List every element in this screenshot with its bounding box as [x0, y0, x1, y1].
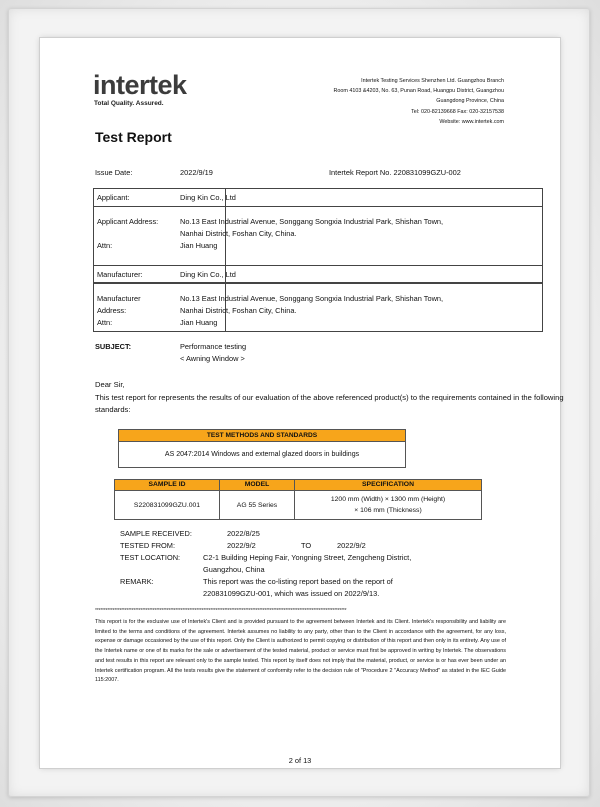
- location-label: TEST LOCATION:: [120, 553, 181, 562]
- manufacturer-value: Ding Kin Co., Ltd: [180, 270, 236, 279]
- issue-date-value: 2022/9/19: [180, 168, 213, 177]
- company-line: Website: www.intertek.com: [439, 118, 504, 125]
- tested-label: TESTED FROM:: [120, 541, 176, 550]
- remark-line: This report was the co-listing report based on the report of: [203, 577, 393, 586]
- company-line: Guangdong Province, China: [436, 98, 504, 105]
- column-header: SAMPLE ID: [115, 480, 220, 491]
- sample-table: [114, 479, 482, 520]
- attn-value: Jian Huang: [180, 241, 218, 250]
- report-number: Intertek Report No. 220831099GZU-002: [329, 168, 461, 177]
- company-line: Room 4103 &4203, No. 63, Punan Road, Huangpu District, Guangzhou: [333, 88, 504, 95]
- page-number: 2 of 13: [288, 756, 312, 765]
- company-address-block: [333, 76, 504, 127]
- sample-specification: [295, 491, 482, 520]
- received-value: 2022/8/25: [227, 529, 260, 538]
- table-header-row: [115, 480, 482, 491]
- spec-line: × 106 mm (Thickness): [354, 507, 422, 514]
- tested-from: 2022/9/2: [227, 541, 256, 550]
- test-standard: AS 2047:2014 Windows and external glazed doors in buildings: [164, 451, 360, 458]
- sample-id: S220831099GZU.001: [115, 491, 220, 520]
- remark-label: REMARK:: [120, 577, 154, 586]
- tested-to: 2022/9/2: [337, 541, 366, 550]
- intro-paragraph: This test report for represents the results of our evaluation of the above referenced product(s) to the requirements contained in the following standards:: [95, 393, 564, 414]
- divider: [94, 283, 542, 284]
- disclaimer-paragraph: This report is for the exclusive use of Intertek's Client and is provided pursuant to the agreement between Intertek and its Client. Intertek's responsibility and liability are limited to the terms and conditions of the agreement. Intertek assumes no liability to any party, other than to the Client in accordance with the agreement, for any loss, expense or damage occasioned by the use of this report. Only the Client is authorized to permit copying or distribution of this report and then only in its entirety. Any use of the Intertek name or one of its marks for the sale or advertisement of the tested material, product or service must first be approved in writing by Intertek. The observations and test results in this report are relevant only to the sample tested. This report by itself does not imply that the material, product, or service is or has ever been under an Intertek certification program. All the tests results give the statement of conformity refer to the decision rule of "Procedure 2 "Accuracy Method" as stated in the IEC Guide 115:2007.: [95, 619, 506, 684]
- attn-label: Attn:: [97, 241, 113, 250]
- remark-line: 220831099GZU-001, which was issued on 2022/9/13.: [203, 589, 380, 598]
- separator-line: ************************************************************************************************************************************************: [95, 608, 347, 614]
- logo-tagline: Total Quality. Assured.: [94, 100, 164, 107]
- applicant-address-line: Nanhai District, Foshan City, China.: [180, 229, 297, 238]
- manufacturer-address-label: Address:: [97, 306, 127, 315]
- test-methods-table: [118, 429, 406, 468]
- sample-model: AG 55 Series: [220, 491, 295, 520]
- location-line: Guangzhou, China: [203, 565, 265, 574]
- applicant-address-label: Applicant Address:: [97, 217, 159, 226]
- attn-value: Jian Huang: [180, 318, 218, 327]
- location-line: C2-1 Building Heping Fair, Yongning Street, Zengcheng District,: [203, 553, 412, 562]
- subject-line: < Awning Window >: [180, 354, 245, 363]
- applicant-address-line: No.13 East Industrial Avenue, Songgang Songxia Industrial Park, Shishan Town,: [180, 217, 444, 226]
- applicant-value: Ding Kin Co., Ltd: [180, 193, 236, 202]
- report-page: [40, 38, 564, 768]
- attn-label: Attn:: [97, 318, 113, 327]
- manufacturer-label: Manufacturer:: [97, 270, 143, 279]
- manufacturer-address-line: Nanhai District, Foshan City, China.: [180, 306, 297, 315]
- applicant-label: Applicant:: [97, 193, 130, 202]
- issue-date-label: Issue Date:: [95, 168, 133, 177]
- report-title: Test Report: [95, 129, 172, 145]
- manufacturer-box: [93, 265, 543, 332]
- table-row: [115, 491, 482, 520]
- greeting: Dear Sir,: [95, 380, 125, 389]
- company-line: Tel: 020-82139668 Fax: 020-32157538: [411, 108, 504, 115]
- column-header: SPECIFICATION: [295, 480, 482, 491]
- intertek-logo: intertek: [93, 70, 187, 100]
- subject-label: SUBJECT:: [95, 342, 132, 351]
- divider: [94, 206, 542, 207]
- manufacturer-address-line: No.13 East Industrial Avenue, Songgang Songxia Industrial Park, Shishan Town,: [180, 294, 444, 303]
- manufacturer-address-label: Manufacturer: [97, 294, 141, 303]
- received-label: SAMPLE RECEIVED:: [120, 529, 192, 538]
- column-header: MODEL: [220, 480, 295, 491]
- to-label: TO: [301, 541, 312, 550]
- subject-line: Performance testing: [180, 342, 247, 351]
- company-line: Intertek Testing Services Shenzhen Ltd. Guangzhou Branch: [361, 78, 504, 84]
- test-methods-header: TEST METHODS AND STANDARDS: [119, 430, 405, 442]
- spec-line: 1200 mm (Width) × 1300 mm (Height): [330, 496, 446, 503]
